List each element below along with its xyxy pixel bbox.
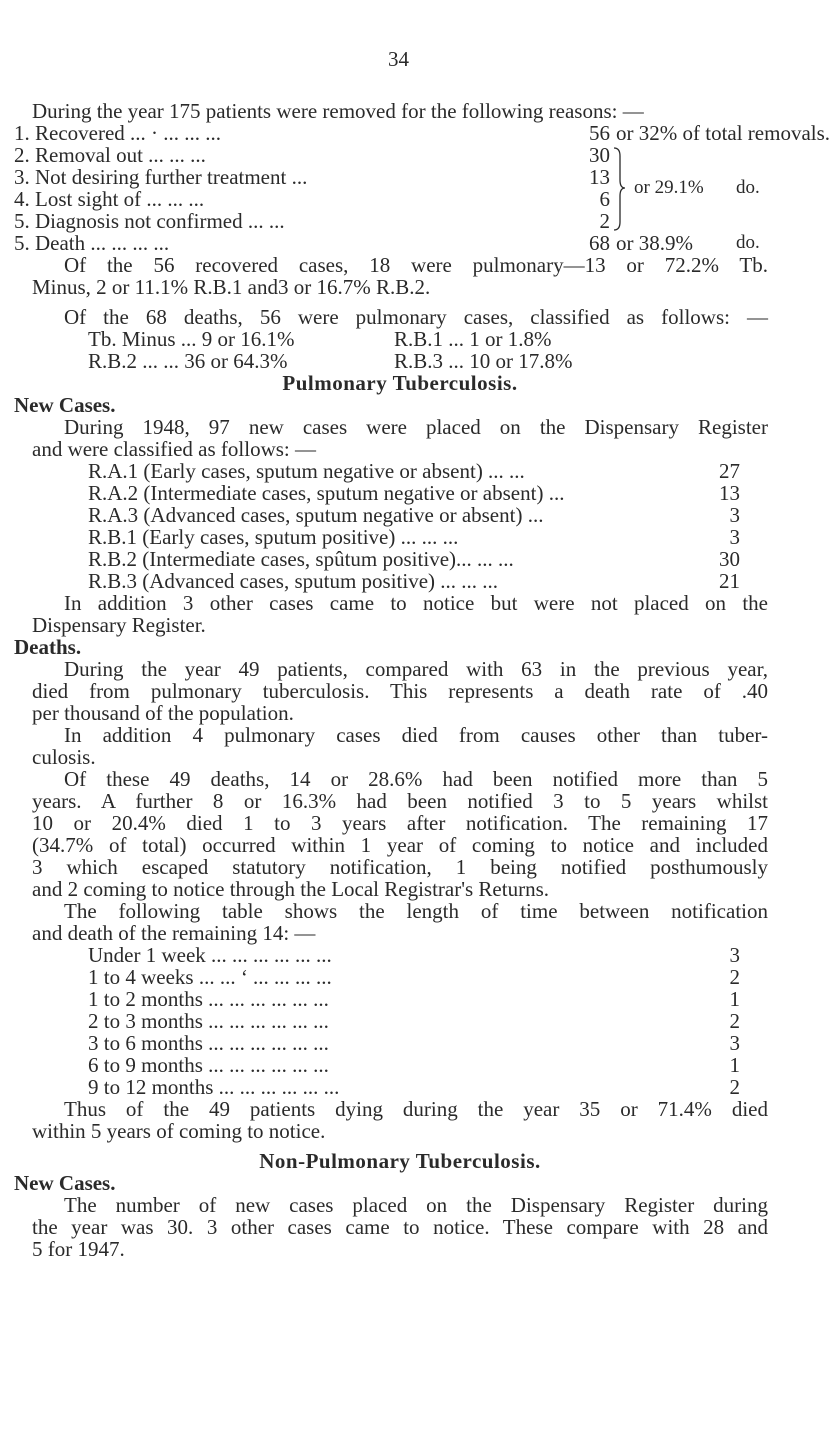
class-label: R.A.3 (Advanced cases, sputum negative or absent) ... bbox=[88, 503, 544, 527]
class-label: R.A.2 (Intermediate cases, sputum negative or absent) ... bbox=[88, 481, 565, 505]
deaths-class-a: Tb. Minus ... 9 or 16.1% bbox=[88, 327, 295, 351]
interval-label: 2 to 3 months ... ... ... ... ... ... bbox=[88, 1009, 329, 1033]
recovered-line: Minus, 2 or 11.1% R.B.1 and3 or 16.7% R.B.2. bbox=[32, 275, 431, 299]
interval-value: 2 bbox=[729, 965, 740, 989]
removal-item: 4. Lost sight of ... ... ... bbox=[14, 187, 205, 211]
non-pulmonary-heading: Non-Pulmonary Tuberculosis. bbox=[259, 1149, 541, 1173]
class-value: 3 bbox=[729, 525, 740, 549]
class-value: 27 bbox=[719, 459, 740, 483]
interval-label: 3 to 6 months ... ... ... ... ... ... bbox=[88, 1031, 329, 1055]
deaths-para-line: Of these 49 deaths, 14 or 28.6% had been notified more than 5 bbox=[64, 767, 768, 791]
interval-value: 1 bbox=[729, 1053, 740, 1077]
removal-note: or 32% of total removals. bbox=[616, 121, 830, 145]
recovered-line: Of the 56 recovered cases, 18 were pulmonary—13 or 72.2% Tb. bbox=[64, 253, 768, 277]
interval-value: 3 bbox=[729, 1031, 740, 1055]
class-label: R.B.3 (Advanced cases, sputum positive) ... ... ... bbox=[88, 569, 499, 593]
np-para-line: The number of new cases placed on the Dispensary Register during bbox=[64, 1193, 768, 1217]
removal-value: 2 bbox=[599, 209, 610, 233]
summary-line: within 5 years of coming to notice. bbox=[32, 1119, 326, 1143]
deaths-para-line: years. A further 8 or 16.3% had been notified 3 to 5 years whilst bbox=[32, 789, 768, 813]
removal-note: or 38.9% bbox=[616, 231, 693, 255]
deaths-class-b: R.B.1 ... 1 or 1.8% bbox=[394, 327, 552, 351]
class-value: 3 bbox=[729, 503, 740, 527]
interval-label: 1 to 4 weeks ... ... ‘ ... ... ... ... bbox=[88, 965, 332, 989]
interval-label: 1 to 2 months ... ... ... ... ... ... bbox=[88, 987, 329, 1011]
deaths-para-line: and 2 coming to notice through the Local Registrar's Returns. bbox=[32, 877, 550, 901]
removal-value: 68 bbox=[589, 231, 610, 255]
addition-line: Dispensary Register. bbox=[32, 613, 206, 637]
deaths-heading: Deaths. bbox=[14, 635, 82, 659]
class-label: R.B.2 (Intermediate cases, spûtum positive)... ... ... bbox=[88, 547, 514, 571]
ditto-mark: do. bbox=[736, 177, 760, 198]
class-value: 21 bbox=[719, 569, 740, 593]
class-value: 30 bbox=[719, 547, 740, 571]
deaths-para-line: In addition 4 pulmonary cases died from causes other than tuber- bbox=[64, 723, 768, 747]
summary-line: Thus of the 49 patients dying during the year 35 or 71.4% died bbox=[64, 1097, 768, 1121]
table-intro-line: The following table shows the length of time between notification bbox=[64, 899, 768, 923]
removal-value: 6 bbox=[599, 187, 610, 211]
removal-item: 1. Recovered ... · ... ... ... bbox=[14, 121, 222, 145]
pulmonary-heading: Pulmonary Tuberculosis. bbox=[282, 371, 518, 395]
deaths-para-line: 3 which escaped statutory notification, 1 being notified posthumously bbox=[32, 855, 768, 879]
deaths-para-line: (34.7% of total) occurred within 1 year of coming to notice and included bbox=[32, 833, 768, 857]
removal-item: 3. Not desiring further treatment ... bbox=[14, 165, 308, 189]
table-intro-line: and death of the remaining 14: — bbox=[32, 921, 316, 945]
interval-value: 3 bbox=[729, 943, 740, 967]
removal-item: 5. Death ... ... ... ... bbox=[14, 231, 170, 255]
np-new-cases-heading: New Cases. bbox=[14, 1171, 116, 1195]
interval-value: 1 bbox=[729, 987, 740, 1011]
deaths-para-line: per thousand of the population. bbox=[32, 701, 294, 725]
removal-value: 56 bbox=[589, 121, 610, 145]
deaths-para-line: died from pulmonary tuberculosis. This represents a death rate of .40 bbox=[32, 679, 768, 703]
new-cases-intro-line: and were classified as follows: — bbox=[32, 437, 317, 461]
grouping-brace bbox=[612, 146, 626, 232]
np-para-line: the year was 30. 3 other cases came to notice. These compare with 28 and bbox=[32, 1215, 768, 1239]
new-cases-heading: New Cases. bbox=[14, 393, 116, 417]
deaths-para-line: 10 or 20.4% died 1 to 3 years after notification. The remaining 17 bbox=[32, 811, 768, 835]
removal-item: 2. Removal out ... ... ... bbox=[14, 143, 206, 167]
deaths-class-b: R.B.3 ... 10 or 17.8% bbox=[394, 349, 573, 373]
class-label: R.A.1 (Early cases, sputum negative or absent) ... ... bbox=[88, 459, 525, 483]
removal-item: 5. Diagnosis not confirmed ... ... bbox=[14, 209, 285, 233]
new-cases-intro-line: During 1948, 97 new cases were placed on the Dispensary Register bbox=[64, 415, 768, 439]
addition-line: In addition 3 other cases came to notice but were not placed on the bbox=[64, 591, 768, 615]
interval-value: 2 bbox=[729, 1009, 740, 1033]
ditto-mark: do. bbox=[736, 232, 760, 253]
deaths-class-a: R.B.2 ... ... 36 or 64.3% bbox=[88, 349, 288, 373]
removal-value: 13 bbox=[589, 165, 610, 189]
removal-value: 30 bbox=[589, 143, 610, 167]
interval-value: 2 bbox=[729, 1075, 740, 1099]
class-label: R.B.1 (Early cases, sputum positive) ... ... ... bbox=[88, 525, 459, 549]
interval-label: 6 to 9 months ... ... ... ... ... ... bbox=[88, 1053, 329, 1077]
page-number: 34 bbox=[388, 47, 409, 71]
deaths-classified-intro: Of the 68 deaths, 56 were pulmonary cases, classified as follows: — bbox=[64, 305, 768, 329]
group-note: or 29.1% bbox=[634, 177, 704, 198]
np-para-line: 5 for 1947. bbox=[32, 1237, 125, 1261]
interval-label: 9 to 12 months ... ... ... ... ... ... bbox=[88, 1075, 340, 1099]
interval-label: Under 1 week ... ... ... ... ... ... bbox=[88, 943, 332, 967]
removals-intro: During the year 175 patients were removed for the following reasons: — bbox=[32, 99, 644, 123]
deaths-para-line: culosis. bbox=[32, 745, 96, 769]
class-value: 13 bbox=[719, 481, 740, 505]
deaths-para-line: During the year 49 patients, compared with 63 in the previous year, bbox=[64, 657, 768, 681]
